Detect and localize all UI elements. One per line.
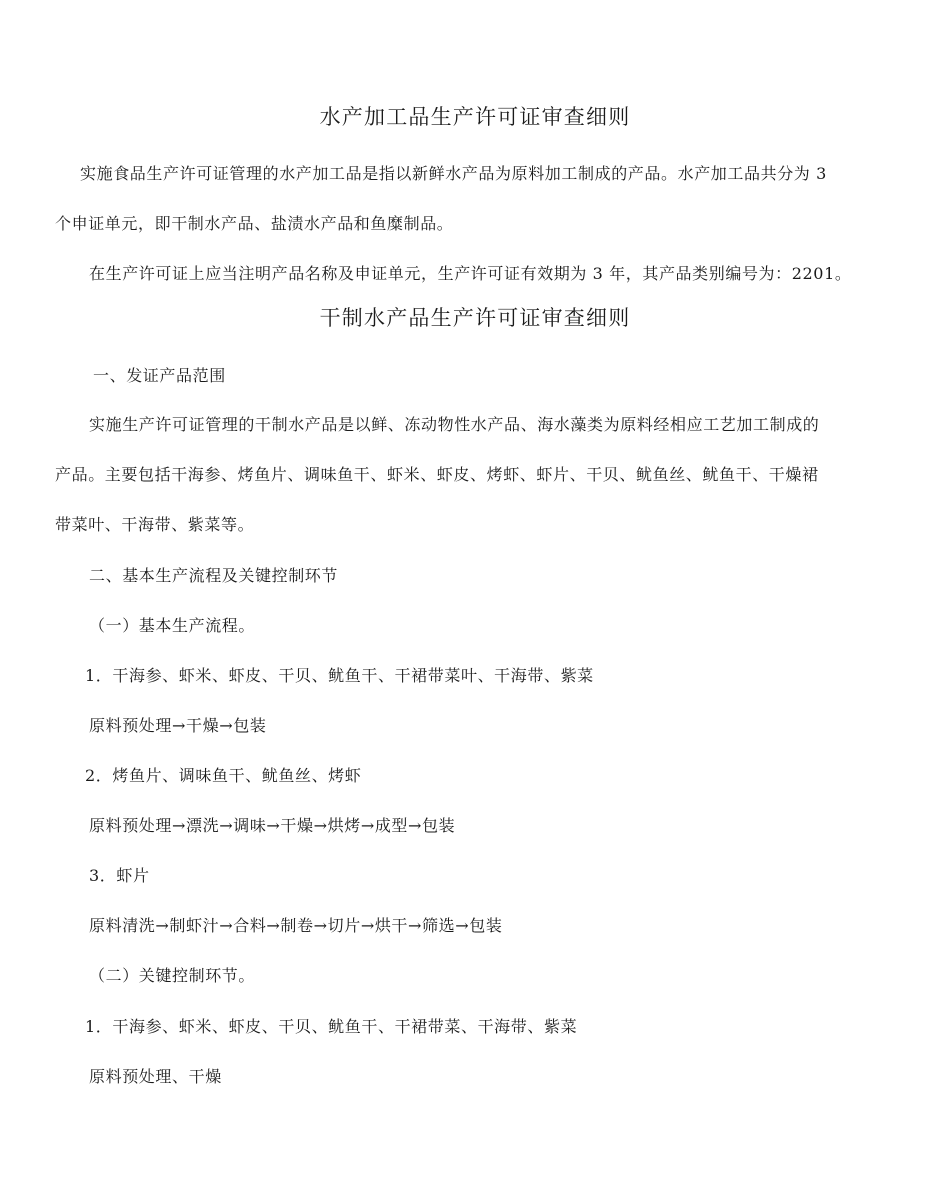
control-1-process: 原料预处理、干燥 [89, 1067, 222, 1086]
intro-paragraph-line-3: 在生产许可证上应当注明产品名称及申证单元，生产许可证有效期为 3 年，其产品类别编号为：2201。 [89, 264, 852, 283]
flow-1-title: 1．干海参、虾米、虾皮、干贝、鱿鱼干、干裙带菜叶、干海带、紫菜 [85, 666, 594, 685]
subsection-2-heading: （二）关键控制环节。 [89, 966, 256, 985]
section-1-line-2: 产品。主要包括干海参、烤鱼片、调味鱼干、虾米、虾皮、烤虾、虾片、干贝、鱿鱼丝、鱿鱼干、干燥裙 [55, 465, 819, 484]
flow-2-process: 原料预处理→漂洗→调味→干燥→烘烤→成型→包装 [89, 816, 456, 835]
section-2-heading: 二、基本生产流程及关键控制环节 [89, 566, 339, 585]
flow-1-process: 原料预处理→干燥→包装 [89, 716, 267, 735]
flow-3-process: 原料清洗→制虾汁→合料→制卷→切片→烘干→筛选→包装 [89, 916, 503, 935]
main-title: 水产加工品生产许可证审查细则 [319, 105, 631, 129]
control-1-title: 1．干海参、虾米、虾皮、干贝、鱿鱼干、干裙带菜、干海带、紫菜 [85, 1017, 578, 1036]
flow-2-title: 2．烤鱼片、调味鱼干、鱿鱼丝、烤虾 [85, 766, 362, 785]
intro-paragraph-line-1: 实施食品生产许可证管理的水产加工品是指以新鲜水产品为原料加工制成的产品。水产加工品共分为 3 [80, 164, 827, 183]
sub-title: 干制水产品生产许可证审查细则 [319, 306, 631, 330]
section-1-line-3: 带菜叶、干海带、紫菜等。 [55, 515, 255, 534]
subsection-1-heading: （一）基本生产流程。 [89, 616, 256, 635]
section-1-line-1: 实施生产许可证管理的干制水产品是以鲜、冻动物性水产品、海水藻类为原料经相应工艺加工制成的 [89, 415, 820, 434]
intro-paragraph-line-2: 个申证单元，即干制水产品、盐渍水产品和鱼糜制品。 [55, 214, 454, 233]
section-1-heading: 一、发证产品范围 [93, 366, 226, 385]
flow-3-title: 3．虾片 [89, 866, 150, 885]
